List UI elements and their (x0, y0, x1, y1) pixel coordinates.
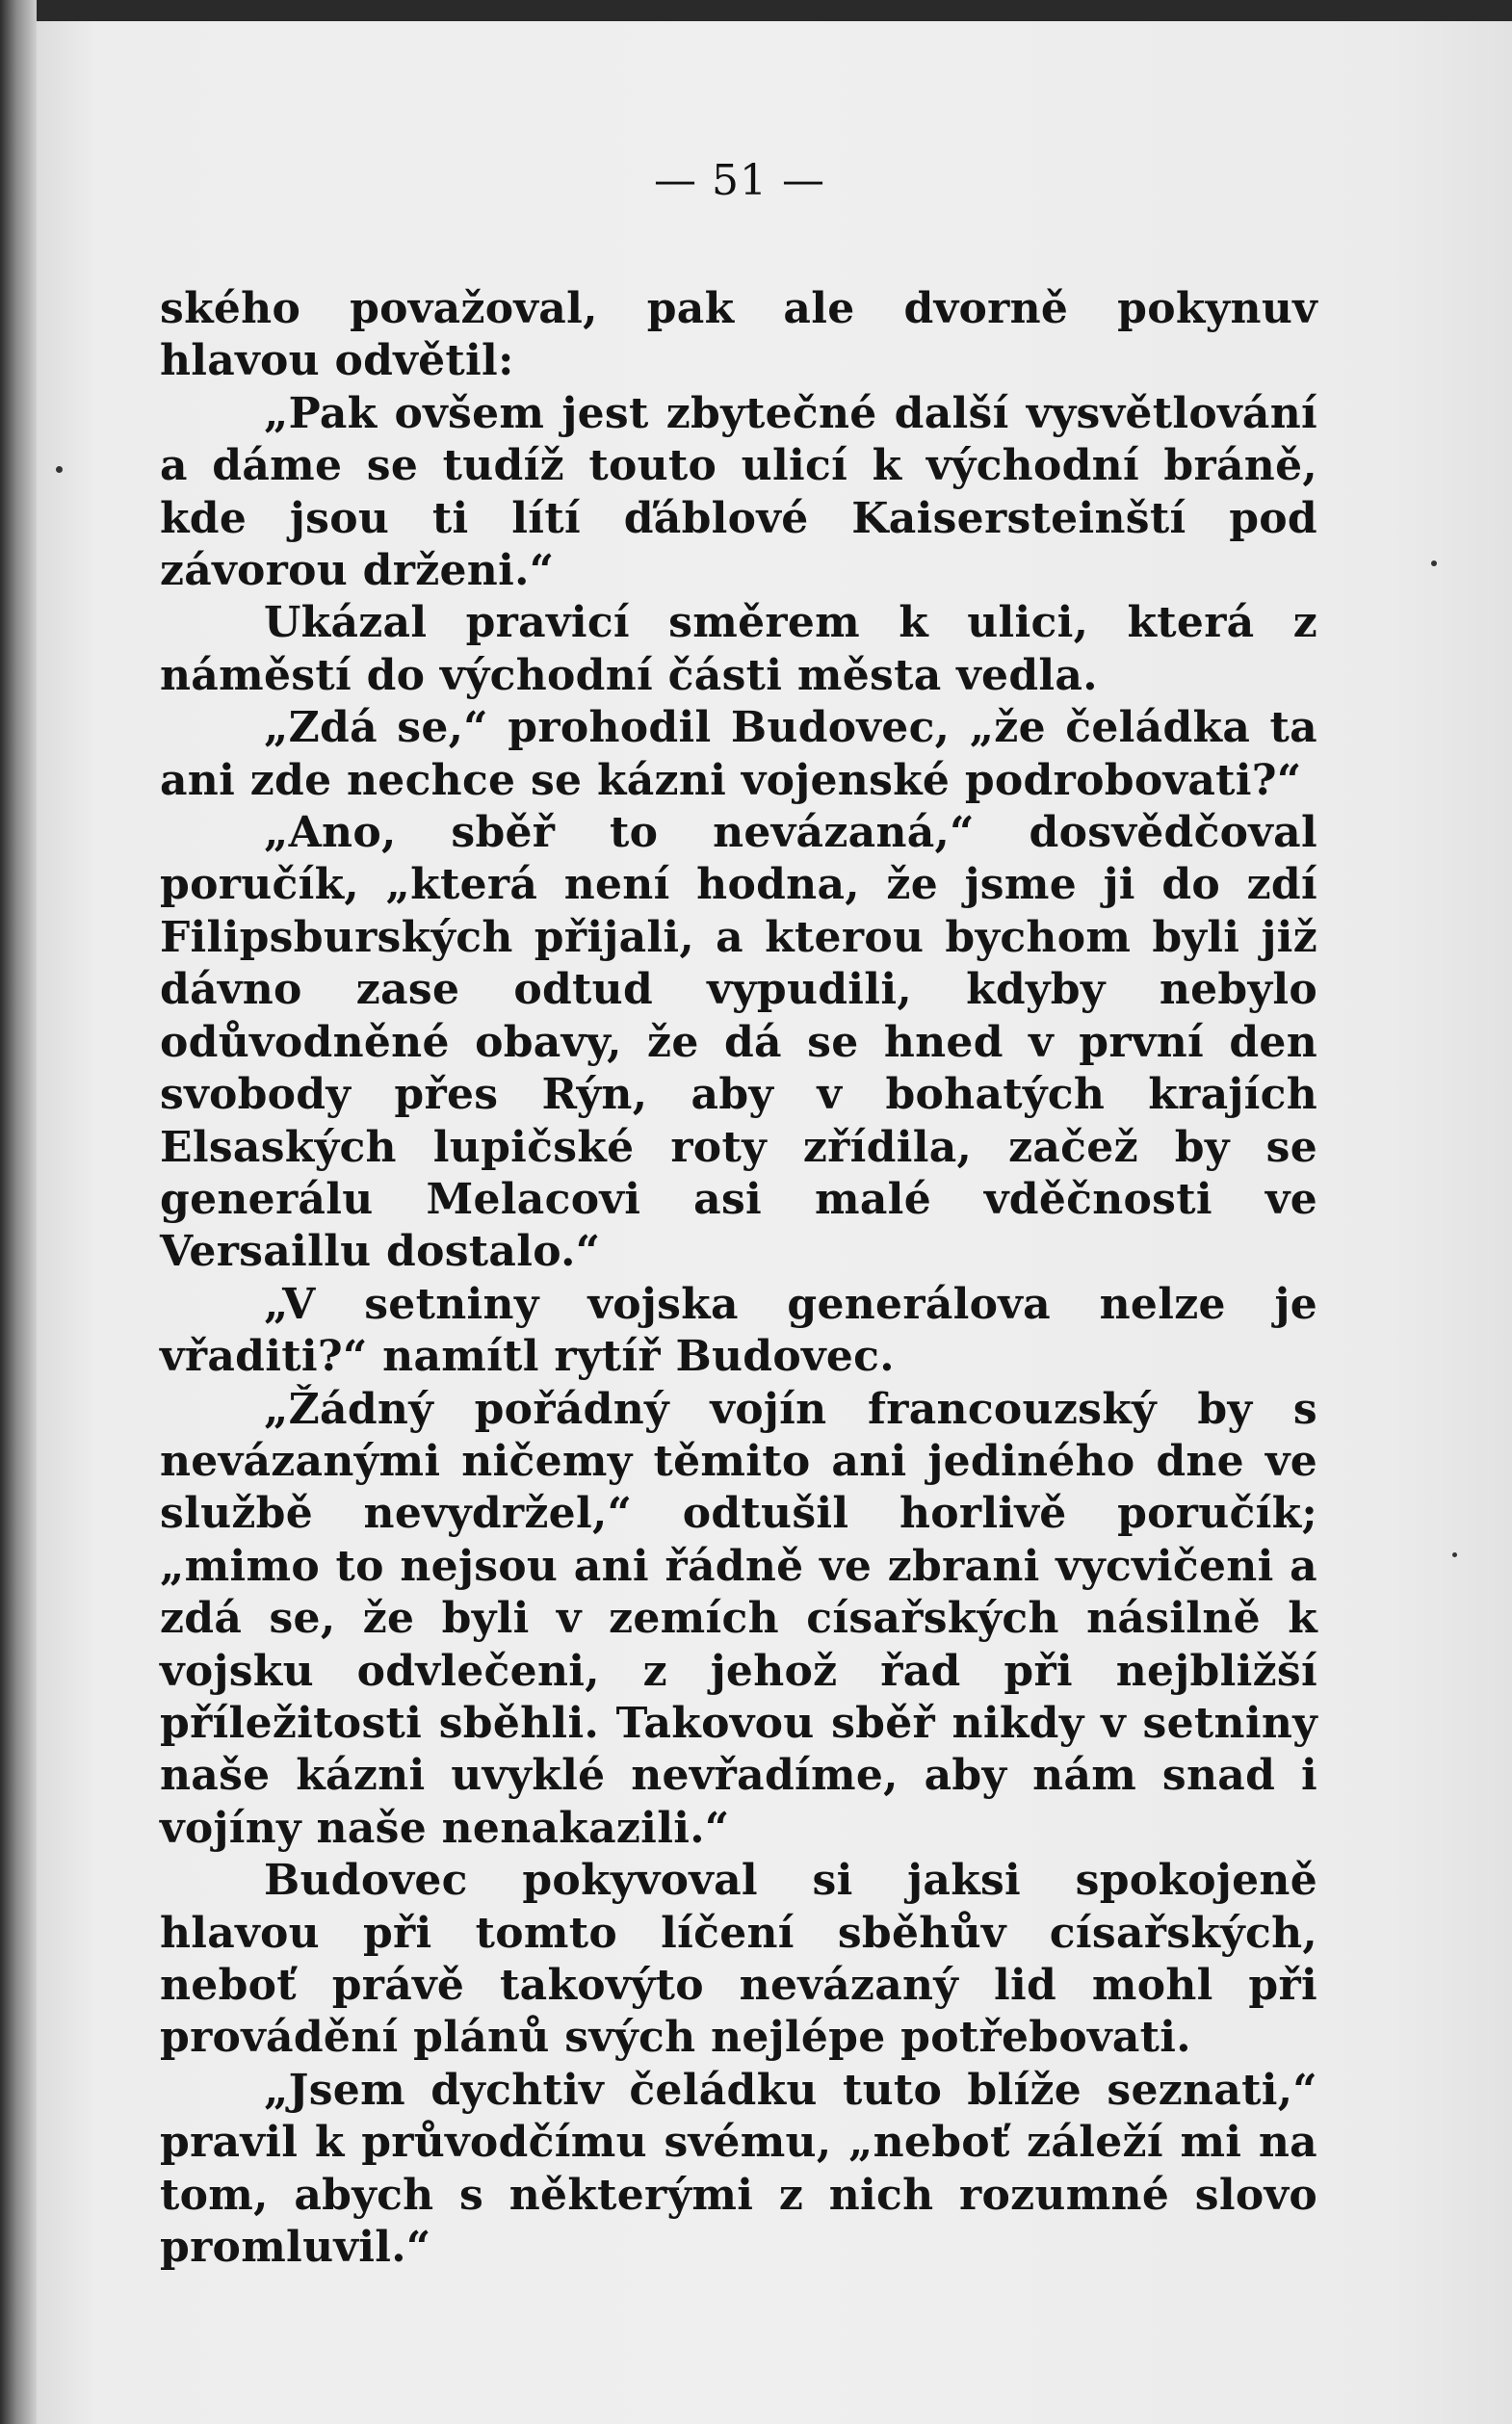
paragraph: „Žádný pořádný vojín francouzský by s nevázanými ničemy těmito ani jediného dne ve službě nevydržel,“ odtušil horlivě poručík; „mimo to nejsou ani řádně ve zbrani vycvičeni a zdá se, že byli v zemích císařských násilně k vojsku odvlečeni, z jehož řad při nejbližší příležitosti sběhli. Takovou sběř nikdy v setniny naše kázni uvyklé nevřadíme, aby nám snad i vojíny naše nenakazili.“ (160, 1384, 1317, 1853)
paragraph: Budovec pokyvoval si jaksi spokojeně hlavou při tomto líčení sběhův císařských, neboť právě takovýto nevázaný lid mohl při provádění plánů svých nejlépe potřebovati. (160, 1856, 1317, 2063)
scan-speck (1431, 560, 1437, 566)
paragraph: „Ano, sběř to nevázaná,“ dosvědčoval poručík, „která není hodna, že jsme ji do zdí Filipsburských přijali, a kterou bychom byli již dávno zase odtud vypudili, kdyby nebylo odůvodněné obavy, že dá se hned v první den svobody přes Rýn, aby v bohatých krajích Elsaských lupičské roty zřídila, začež by se generálu Melacovi asi malé vděčnosti ve Versaillu dostalo.“ (160, 808, 1317, 1277)
paragraph: „Pak ovšem jest zbytečné další vysvětlování a dáme se tudíž touto ulicí k východní bráně, kde jsou ti lítí ďáblové Kaisersteinští pod závorou drženi.“ (160, 388, 1317, 596)
scan-left-edge (0, 0, 37, 2424)
paragraph: ského považoval, pak ale dvorně pokynuv hlavou odvětil: (160, 284, 1317, 386)
book-page (37, 21, 1512, 2424)
paragraph: „V setniny vojska generálova nelze je vřaditi?“ namítl rytíř Budovec. (160, 1279, 1317, 1382)
scan-speck (56, 466, 63, 473)
paragraph: „Jsem dychtiv čeládku tuto blíže seznati,“ pravil k průvodčímu svému, „neboť záleží mi na tom, abych s některými z nich rozumné slovo promluvil.“ (160, 2065, 1317, 2273)
paragraph: Ukázal pravicí směrem k ulici, která z náměstí do východní části města vedla. (160, 598, 1317, 700)
paragraph: „Zdá se,“ prohodil Budovec, „že čeládka ta ani zde nechce se kázni vojenské podrobovati?“ (160, 703, 1317, 805)
scan-top-edge (0, 0, 1512, 21)
page-number: — 51 — (654, 156, 825, 205)
scan-speck (1452, 1552, 1457, 1557)
body-text (160, 283, 1317, 2274)
